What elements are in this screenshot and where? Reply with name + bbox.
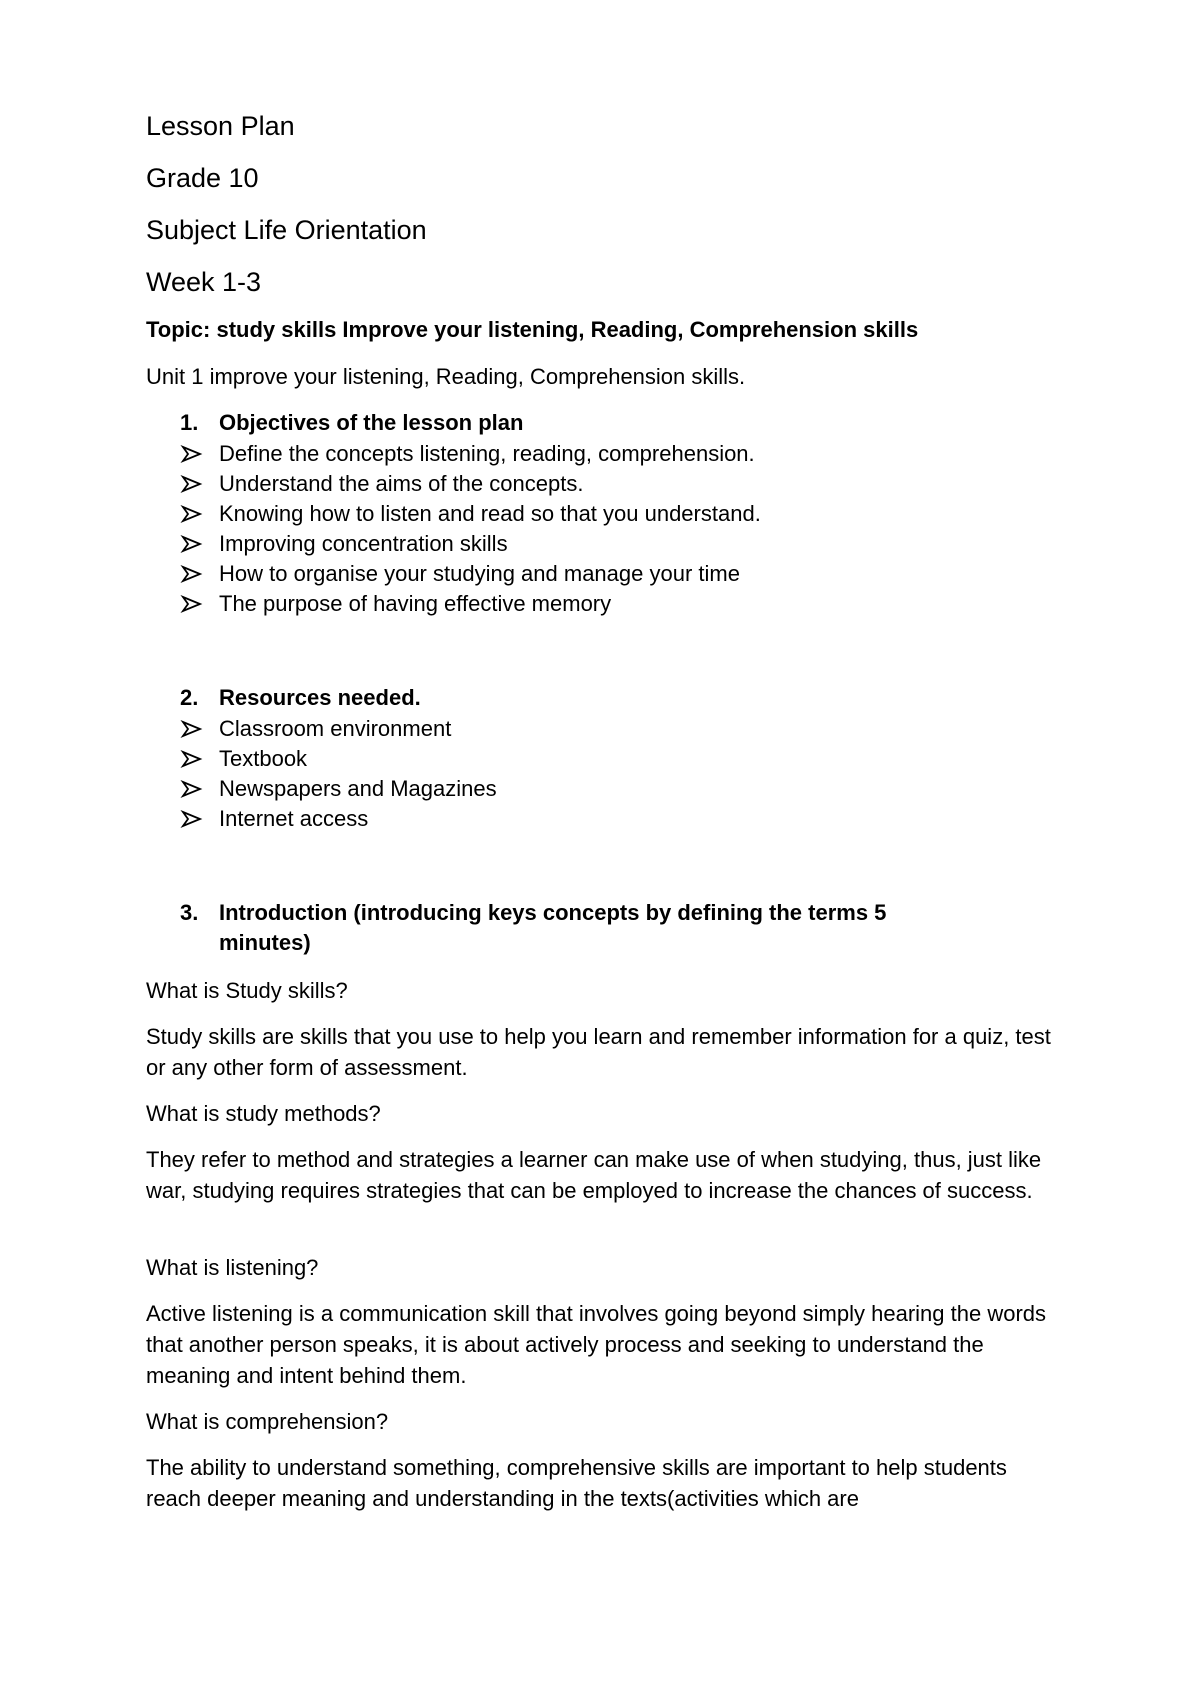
arrow-bullet-icon bbox=[180, 714, 204, 744]
section-title-objectives: Objectives of the lesson plan bbox=[219, 410, 524, 435]
unit-line: Unit 1 improve your listening, Reading, Comprehension skills. bbox=[146, 364, 746, 389]
definition-question: What is listening? bbox=[146, 1255, 319, 1280]
section-number: 2. bbox=[180, 685, 199, 710]
definition-question: What is comprehension? bbox=[146, 1409, 389, 1434]
list-item-text: Newspapers and Magazines bbox=[219, 776, 497, 801]
definition-answer: Study skills are skills that you use to help you learn and remember information for a quiz, test or any other form of assessment. bbox=[146, 1024, 1051, 1080]
arrow-bullet-icon bbox=[180, 559, 204, 589]
arrow-bullet-icon bbox=[180, 774, 204, 804]
definition-question: What is study methods? bbox=[146, 1101, 381, 1126]
arrow-bullet-icon bbox=[180, 499, 204, 529]
grade-line: Grade 10 bbox=[146, 163, 259, 193]
definition-question: What is Study skills? bbox=[146, 978, 348, 1003]
definition-answer: They refer to method and strategies a learner can make use of when studying, thus, just like war, studying requires strategies that can be employed to increase the chances of success. bbox=[146, 1147, 1042, 1203]
arrow-bullet-icon bbox=[180, 439, 204, 469]
arrow-bullet-icon bbox=[180, 744, 204, 774]
list-item-text: Internet access bbox=[219, 806, 369, 831]
subject-line: Subject Life Orientation bbox=[146, 215, 427, 245]
list-item-text: Knowing how to listen and read so that you understand. bbox=[219, 501, 761, 526]
section-number: 1. bbox=[180, 410, 199, 435]
arrow-bullet-icon bbox=[180, 589, 204, 619]
list-item-text: Classroom environment bbox=[219, 716, 452, 741]
section-number: 3. bbox=[180, 900, 199, 925]
arrow-bullet-icon bbox=[180, 529, 204, 559]
arrow-bullet-icon bbox=[180, 469, 204, 499]
section-title-introduction: Introduction (introducing keys concepts by defining the terms 5 minutes) bbox=[219, 900, 887, 955]
topic-line: Topic: study skills Improve your listening, Reading, Comprehension skills bbox=[146, 317, 919, 342]
definition-answer: Active listening is a communication skill that involves going beyond simply hearing the words that another person speaks, it is about actively process and seeking to understand the meaning and intent behind them. bbox=[146, 1301, 1047, 1388]
list-item-text: The purpose of having effective memory bbox=[219, 591, 612, 616]
list-item-text: Textbook bbox=[219, 746, 308, 771]
week-line: Week 1-3 bbox=[146, 267, 262, 297]
list-item-text: How to organise your studying and manage your time bbox=[219, 561, 740, 586]
document-title: Lesson Plan bbox=[146, 111, 295, 141]
list-item-text: Define the concepts listening, reading, comprehension. bbox=[219, 441, 755, 466]
list-item-text: Understand the aims of the concepts. bbox=[219, 471, 584, 496]
definition-answer: The ability to understand something, comprehensive skills are important to help students reach deeper meaning and understanding in the texts(activities which are bbox=[146, 1455, 1007, 1511]
list-item-text: Improving concentration skills bbox=[219, 531, 508, 556]
section-title-resources: Resources needed. bbox=[219, 685, 421, 710]
arrow-bullet-icon bbox=[180, 804, 204, 834]
